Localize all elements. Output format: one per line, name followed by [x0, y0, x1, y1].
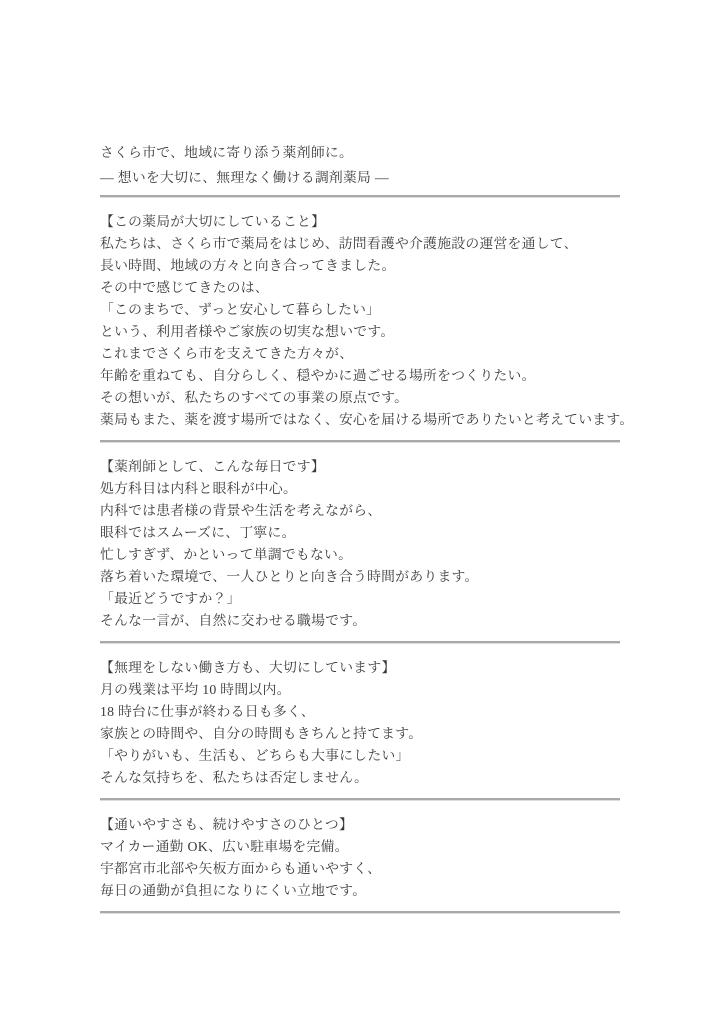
text-line: マイカー通勤 OK、広い駐車場を完備。 — [100, 839, 349, 854]
divider — [100, 911, 620, 914]
section-heading: 【無理をしない働き方も、大切にしています】 — [100, 660, 396, 675]
text-line: 宇都宮市北部や矢板方面からも通いやすく、 — [100, 861, 382, 876]
text-line: 毎日の通勤が負担になりにくい立地です。 — [100, 883, 367, 898]
text-line: 内科では患者様の背景や生活を考えながら、 — [100, 503, 382, 518]
section-philosophy — [100, 198, 634, 440]
text-line: という、利用者様やご家族の切実な想いです。 — [100, 324, 395, 339]
text-line: 年齢を重ねても、自分らしく、穏やかに過ごせる場所をつくりたい。 — [100, 368, 536, 383]
text-line: 「このまちで、ずっと安心して暮らしたい」 — [100, 302, 381, 317]
document-subtitle: ― 想いを大切に、無理なく働ける調剤薬局 ― — [100, 170, 389, 185]
document-title: さくら市で、地域に寄り添う薬剤師に。 — [100, 145, 354, 160]
text-line: 長い時間、地域の方々と向き合ってきました。 — [100, 258, 396, 273]
section-access — [100, 801, 620, 911]
text-line: 眼科ではスムーズに、丁寧に。 — [100, 525, 296, 540]
text-line: 18 時台に仕事が終わる日も多く、 — [100, 704, 315, 719]
section-heading: 【この薬局が大切にしていること】 — [100, 214, 326, 229]
section-work-style — [100, 644, 620, 798]
section-heading: 【薬剤師として、こんな毎日です】 — [100, 459, 325, 474]
text-line: その中で感じてきたのは、 — [100, 280, 269, 295]
text-line: そんな一言が、自然に交わせる職場です。 — [100, 613, 367, 628]
text-line: 処方科目は内科と眼科が中心。 — [100, 481, 298, 496]
text-line: その想いが、私たちのすべての事業の原点です。 — [100, 390, 409, 405]
text-line: 忙しすぎず、かといって単調でもない。 — [100, 547, 353, 562]
text-line: 薬局もまた、薬を渡す場所ではなく、安心を届ける場所でありたいと考えています。 — [100, 412, 634, 427]
section-daily-work — [100, 443, 620, 641]
section-heading: 【通いやすさも、続けやすさのひとつ】 — [100, 817, 354, 832]
text-line: 私たちは、さくら市で薬局をはじめ、訪問看護や介護施設の運営を通して、 — [100, 236, 578, 251]
title-block — [100, 140, 620, 190]
text-line: 「最近どうですか？」 — [100, 591, 241, 606]
text-line: そんな気持ちを、私たちは否定しません。 — [100, 770, 369, 785]
text-line: 落ち着いた環境で、一人ひとりと向き合う時間があります。 — [100, 569, 479, 584]
text-line: 月の残業は平均 10 時間以内。 — [100, 682, 291, 697]
text-line: 家族との時間や、自分の時間もきちんと持てます。 — [100, 726, 423, 741]
text-line: 「やりがいも、生活も、どちらも大事にしたい」 — [100, 748, 410, 763]
text-line: これまでさくら市を支えてきた方々が、 — [100, 346, 354, 361]
